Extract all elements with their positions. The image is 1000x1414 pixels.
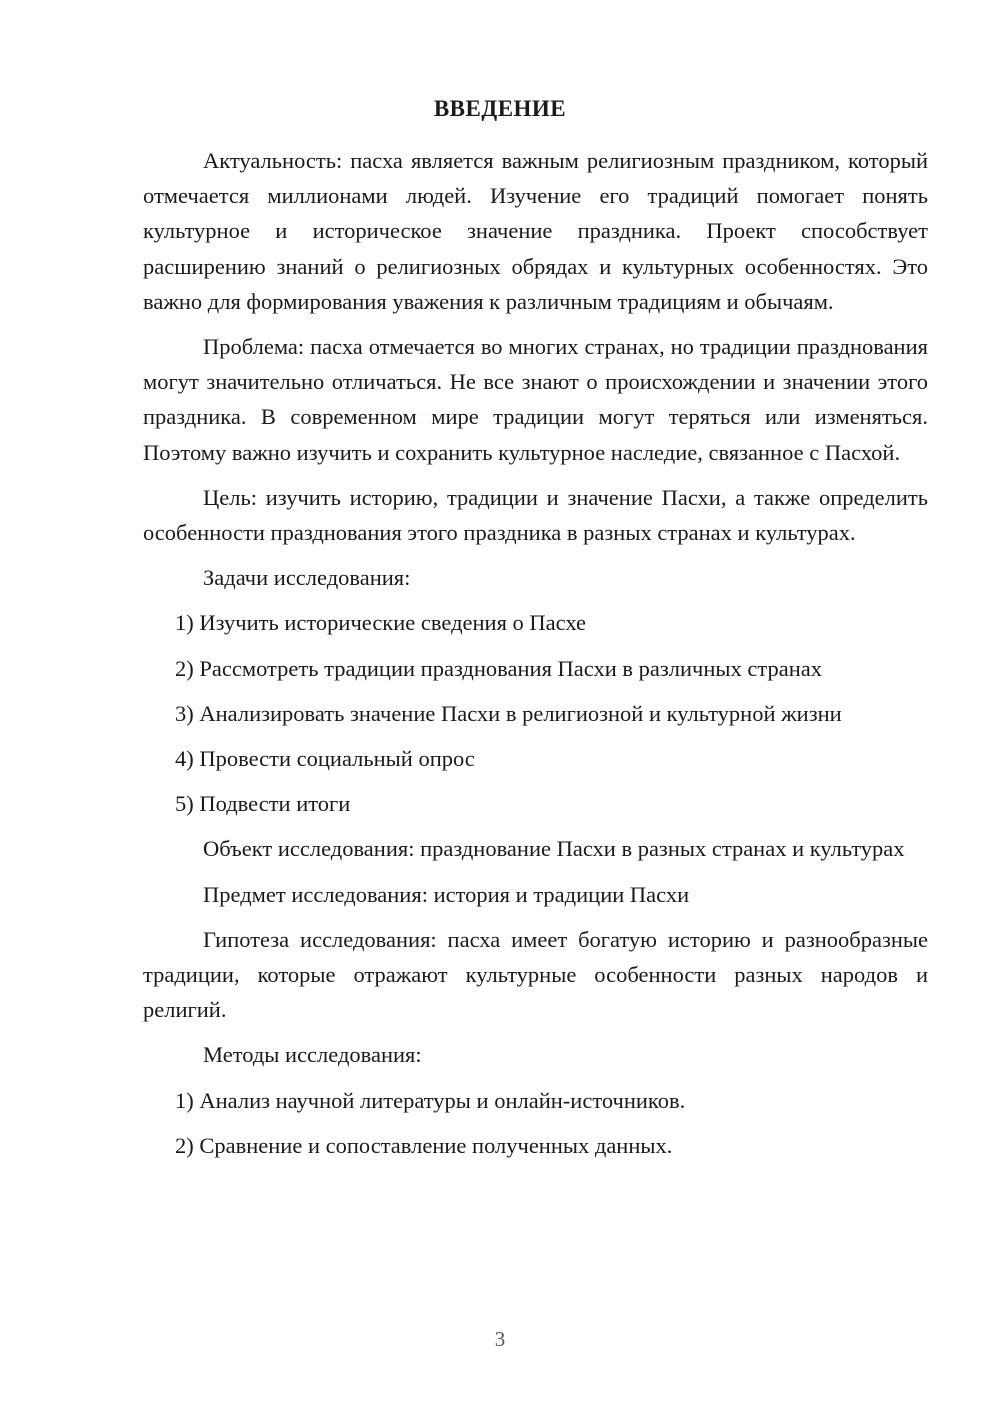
page-title: ВВЕДЕНИЕ xyxy=(433,96,567,121)
document-body xyxy=(143,143,928,1173)
methods-list xyxy=(143,1083,928,1163)
goal-paragraph: Цель: изучить историю, традиции и значение Пасхи, а также определить особенности празднования этого праздника в разных странах и культурах. xyxy=(143,484,928,546)
list-item: 2) Рассмотреть традиции празднования Пасхи в различных странах xyxy=(175,655,822,681)
problem-paragraph: Проблема: пасха отмечается во многих странах, но традиции празднования могут значительно отличаться. Не все знают о происхождении и значении этого праздника. В современном мире традиции могут теряться или изменяться. Поэтому важно изучить и сохранить культурное наследие, связанное с Пасхой. xyxy=(143,334,928,465)
subject-paragraph: Предмет исследования: история и традиции Пасхи xyxy=(203,881,690,907)
relevance-paragraph: Актуальность: пасха является важным религиозным праздником, который отмечается миллионами людей. Изучение его традиций помогает понять культурное и историческое значение праздника. Проект способствует расширению знаний о религиозных обрядах и культурных особенностях. Это важно для формирования уважения к различным традициям и обычаям. xyxy=(143,148,928,314)
list-item: 5) Подвести итоги xyxy=(175,791,351,817)
list-item: 4) Провести социальный опрос xyxy=(175,746,475,772)
methods-heading: Методы исследования: xyxy=(203,1042,422,1068)
list-item: 1) Анализ научной литературы и онлайн-источников. xyxy=(175,1087,686,1113)
page-number: 3 xyxy=(494,1327,506,1351)
list-item: 3) Анализировать значение Пасхи в религиозной и культурной жизни xyxy=(175,700,842,726)
hypothesis-paragraph: Гипотеза исследования: пасха имеет богатую историю и разнообразные традиции, которые отражают культурные особенности разных народов и религий. xyxy=(143,926,928,1023)
list-item: 1) Изучить исторические сведения о Пасхе xyxy=(175,610,587,636)
list-item: 2) Сравнение и сопоставление полученных данных. xyxy=(175,1132,673,1158)
object-paragraph: Объект исследования: празднование Пасхи в разных странах и культурах xyxy=(203,836,905,862)
tasks-list xyxy=(143,605,928,821)
tasks-heading: Задачи исследования: xyxy=(203,565,411,591)
